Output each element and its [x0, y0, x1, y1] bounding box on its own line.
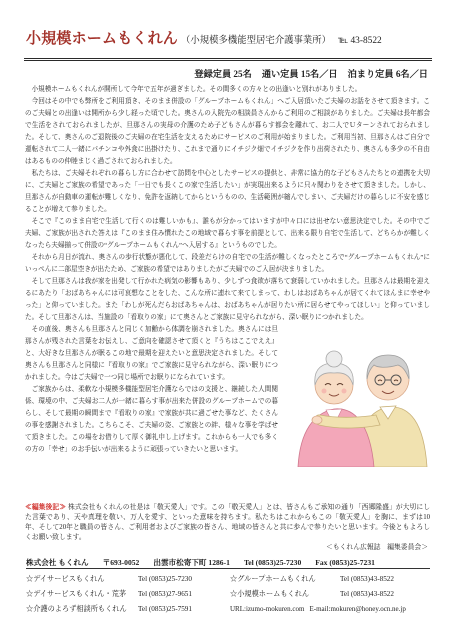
article-paragraph: そこで『このまま自宅で生活して行くのは難しいかも』、誰もが分かってはいますが中々口には出せない意思決定でした。その中でご夫婦、ご家族が出された答えは『このまま住み慣れたこの地域で暮らす事を前提として、出来る限り自宅で生活して、どちらかが難しくなったら夫婦揃って併設の“グループホームもくれん”へ入居する』というものでした。	[25, 218, 430, 249]
registered-capacity: 登録定員 25名	[194, 69, 252, 79]
article-paragraph: その直後、奥さんも旦那さんと同じく加齢から体調を崩されました。奥さんには旦那さんが残された言葉をお伝えし、ご意向を確認させて頂くと『うちはここでええ』と、大好きな旦那さんが眠るこの地で最期を迎えたいと意思決定されました。そして奥さんも旦那さんと同様に『看取りの家』でご家族に見守られながら、深い眠りにつかれました。今はご夫婦で一つ同じ場所でお眠りになられています。	[25, 326, 278, 381]
woman-hair-bun	[326, 351, 342, 367]
woman-cheek-left	[322, 389, 327, 394]
facility-tel: Tel (0853)43-8522	[340, 574, 394, 583]
article-paragraph: 今回はその中でも弊所をご利用頂き、そのまま併設の「グループホームもくれん」へご入居頂いたご夫婦のお話をさせて頂きます。このご夫婦との出逢いは開所から少し経った頃でした。奥さんの入院先の相談員さんからご利用のご相談がありました。ご夫婦は長年都会で生活をされておられましたが、旦那さんの実母の介護のため子どもさんが暮らす都会を離れて、お二人でＵターンされておられました。そして、奥さんのご退院後のご夫婦の在宅生活を支えるためにサービスのご利用が始まりました。ご利用当初、旦那さんはご自分で運転されて二人一緒にパチンコや外食に出掛けたり、これまで通りにイチジク畑でイチジクを作り出荷されたり、奥さんも多少の不自由はあるものの仲睦まじく過ごされておられました。	[25, 98, 430, 165]
header-phone: ℡ 43-8522	[338, 36, 382, 46]
facility-tel: Tel (0853)27-9651	[138, 589, 192, 598]
company-fax: Fax (0853)25-7231	[315, 557, 375, 567]
facility-directory	[26, 571, 430, 616]
facility-name: ☆介護のよろず相談所もくれん	[26, 604, 127, 613]
directory-row	[26, 571, 430, 586]
company-postal-code: 〒693-0052	[102, 557, 140, 567]
company-tel: Tel (0853)25-7230	[243, 557, 302, 567]
masthead	[26, 27, 430, 55]
editor-note-label: ≪編集後記≫	[25, 504, 66, 511]
couple-illustration	[284, 327, 430, 467]
title-divider	[24, 58, 432, 61]
directory-row	[26, 586, 430, 601]
facility-tel: Tel (0853)25-7230	[138, 574, 192, 583]
man-hand	[312, 416, 322, 424]
facility-name: ☆デイサービスもくれん	[26, 574, 105, 583]
woman-cheek-right	[342, 389, 347, 394]
elderly-couple-illustration	[284, 327, 430, 467]
facility-tel: Tel (0853)25-7591	[138, 604, 192, 613]
article-paragraph: 私たちは、ご夫婦それぞれの暮らし方に合わせて訪問を中心としたサービスの提供と、非常に協力的な子どもさんたちとの連携を大切に、ご夫婦とご家族の希望であった「一日でも長くこの家で生活したい」が実現出来るように只々関わりをさせて頂きました。しかし、旦那さんが自動車の運転が難しくなり、免許を返納してからというものの、生活範囲が縮んでしまい、ご夫婦だけの暮らしに不安を感じることが増えて参りました。	[25, 170, 430, 213]
article-paragraph: ご家族からは、柔軟な小規模多機能型居宅介護ならではの支援と、継続した人間関係、環境の中、ご夫婦お二人が一緒に暮らす事が出来た併設のグループホームでの暮らし、そして最期の瞬間まで『看取りの家』で家族が共に過ごせた事など、たくさんの事を感謝されました。こちらこそ、ご夫婦の姿、ご家族との絆、様々な事を学ばせて頂きました。この場をお借りして厚く御礼申し上げます。これからも一人でも多くの方の「幸せ」のお手伝いが出来るように頑張っていきたいと思います。	[25, 386, 278, 453]
overnight-capacity: 泊まり定員 6名／日	[347, 69, 428, 79]
facility-name: ☆デイサービスもくれん・荒茅	[26, 589, 127, 598]
company-address: 出雲市松寄下町 1286-1	[153, 557, 230, 567]
company-info	[26, 556, 430, 569]
email-address[interactable]: E-mail:mokuren@honey.ocn.ne.jp	[309, 604, 406, 613]
facility-type: （小規模多機能型居宅介護事業所）	[181, 36, 332, 46]
company-name: 株式会社 もくれん	[26, 557, 89, 567]
facility-tel: Tel (0853)43-8522	[340, 589, 394, 598]
article-paragraph: それから月日が流れ、奥さんの歩行状態が悪化して、段差だらけの自宅での生活が難しくなったところで“グループホームもくれん”にいっぺんに二部屋空きが出たため、ご家族の希望ではありましたがご夫婦でのご入居が決まりました。	[25, 254, 430, 273]
directory-row	[26, 601, 430, 616]
editor-note-signature: ＜もくれん広報誌 編集委員会＞	[326, 544, 428, 551]
day-capacity: 通い定員 15名／日	[261, 69, 338, 79]
editor-note	[25, 503, 430, 554]
facility-name: ☆小規模ホームもくれん	[230, 589, 310, 598]
capacity-line	[194, 66, 428, 80]
web-contact	[230, 605, 430, 613]
woman-figure	[298, 351, 374, 467]
editor-note-text: 株式会社もくれんの社是は「敬天愛人」です。この「敬天愛人」とは、皆さんもご承知の通り「西郷隆盛」が大切にした言葉であり、天や真理を敬い、万人を愛す、といった意味を持ちます。私たちはこれからもこの「敬天愛人」を胸に、まずは10年、そして20年と職員の皆さん、ご利用者およびご家族の皆さん、地域の皆さんと共に歩んで参りたいと思います。今後ともよろしくお願い致します。	[25, 504, 430, 541]
article-body	[25, 84, 430, 500]
article-paragraph: そして旦那さんは我が家を出発して行かれた病気の影響もあり、少しずつ食欲が落ちて衰弱していかれました。旦那さんは最期を迎えるにあたり「おばあちゃんには可哀想なことをした、こんな所に連れて来てしまって、わしはおばあちゃんが居てくれてほんまに幸せやった」と仰っていました。また「わしが死んだらおばあちゃんは、おばあちゃんが居りたい所に居らせてやってほしい」と仰っていました。そして旦那さんは、当施設の「看取りの家」にて奥さんとご家族に見守られながら、深い眠りにつかれました。	[25, 278, 430, 321]
website-url[interactable]: URL:izumo-mokuren.com	[230, 604, 305, 613]
page-title: 小規模ホームもくれん	[26, 31, 179, 47]
article-paragraph: 小規模ホームもくれんが開所して今年で五年が過ぎました。その間多くの方々との出逢いと別れがありました。	[31, 86, 362, 93]
facility-name: ☆グループホームもくれん	[230, 574, 316, 583]
editor-note-text-block	[25, 503, 430, 543]
